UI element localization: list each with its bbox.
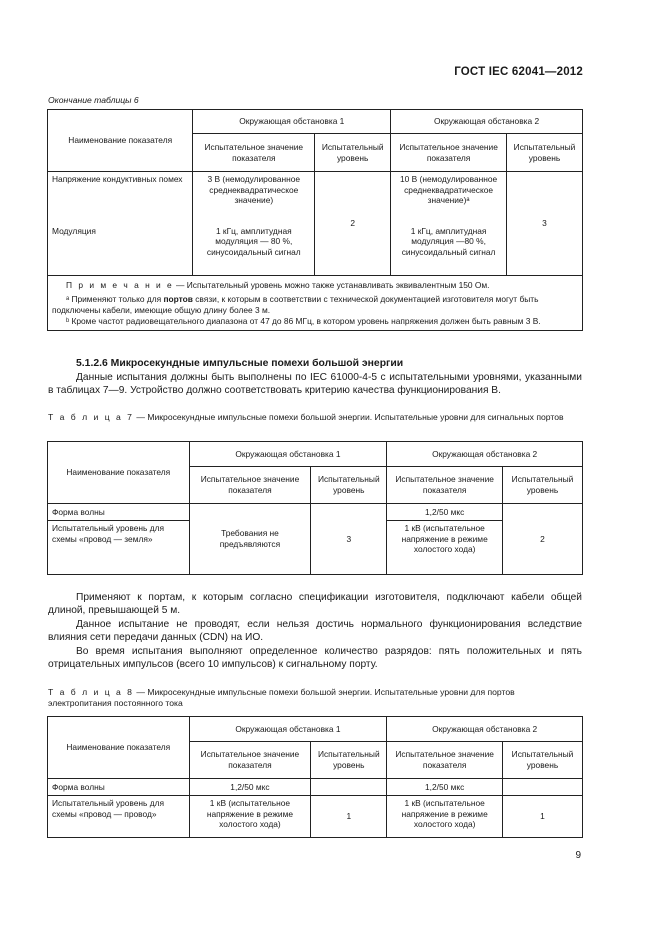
table7-row2-v2: 1 кВ (испытательное напряжение в режиме холостого хода) (387, 521, 503, 575)
table7-env1: Окружающая обстановка 1 (189, 442, 387, 467)
table6-footnote-a (52, 294, 578, 316)
section-paragraph: Данные испытания должны быть выполнены по IEC 61000-4-5 с испытательными уровнями, указанными в таблицах 7—9. Устройство должно соответствовать критерию качества функционирования В. (48, 372, 582, 396)
table8 (47, 716, 583, 838)
table8-caption (48, 687, 578, 709)
table6-row2-v1: 1 кГц, амплитудная модуляция — 80 %, синусоидальный сигнал (193, 224, 315, 276)
paragraph-2: Данное испытание не проводят, если нельзя достичь нормального функционирования вследствие влияния сети передачи данных (CDN) на ИО. (48, 619, 582, 643)
table8-env1: Окружающая обстановка 1 (189, 717, 387, 742)
section-heading: 5.1.2.6 Микросекундные импульсные помехи большой энергии (76, 358, 404, 369)
table7 (47, 441, 583, 575)
paragraph-3: Во время испытания выполняют определенное количество разрядов: пять положительных и пять отрицательных импульсов (всего 10 импульсов) к сигнальному порту. (48, 646, 582, 670)
table8-col-name: Наименование показателя (48, 717, 190, 779)
table8-row1-v1: 1,2/50 мкс (189, 779, 311, 796)
table8-caption-label: Т а б л и ц а 8 (48, 687, 134, 697)
table7-level2: 2 (503, 504, 583, 575)
table8-row2-name: Испытательный уровень для схемы «провод — провод» (48, 796, 190, 838)
table8-sub-value-1: Испытательное значение показателя (189, 742, 311, 779)
table7-row1-name: Форма волны (48, 504, 190, 521)
table6-footnote-b: ᵇ Кроме частот радиовещательного диапазона от 47 до 86 МГц, в котором уровень напряжения должен быть равным 3 В. (66, 316, 541, 326)
table6-sub-level-2: Испытательный уровень (507, 134, 583, 172)
table7-caption-label: Т а б л и ц а 7 (48, 412, 134, 422)
table6-env2: Окружающая обстановка 2 (391, 110, 583, 134)
table8-sub-value-2: Испытательное значение показателя (387, 742, 503, 779)
table8-row2-v1: 1 кВ (испытательное напряжение в режиме холостого хода) (189, 796, 311, 838)
table8-level1: 1 (311, 796, 387, 838)
table8-row2-v2: 1 кВ (испытательное напряжение в режиме холостого хода) (387, 796, 503, 838)
table7-sub-level-2: Испытательный уровень (503, 467, 583, 504)
table6-row2-name: Модуляция (48, 224, 193, 276)
table6-level2: 3 (507, 172, 583, 276)
table6-level1: 2 (315, 172, 391, 276)
table6-sub-value-1: Испытательное значение показателя (193, 134, 315, 172)
footnote-a-post: связи, к которым в соответствии с технической документацией изготовителя могут быть подключены кабели, имеющие общую длину более 3 м. (52, 294, 539, 315)
table7-env2: Окружающая обстановка 2 (387, 442, 583, 467)
table7-col-name: Наименование показателя (48, 442, 190, 504)
table6-row1-v2: 10 В (немодулированное среднеквадратическое значение)ᵃ (391, 172, 507, 224)
table6-sub-level-1: Испытательный уровень (315, 134, 391, 172)
table6-row1-v1: 3 В (немодулированное среднеквадратическое значение) (193, 172, 315, 224)
table8-row1-name: Форма волны (48, 779, 190, 796)
table7-sub-value-1: Испытательное значение показателя (189, 467, 311, 504)
table8-env2: Окружающая обстановка 2 (387, 717, 583, 742)
table8-row1-v2: 1,2/50 мкс (387, 779, 503, 796)
table8-caption-text: — Микросекундные импульсные помехи большой энергии. Испытательные уровни для портов электропитания постоянного тока (48, 687, 515, 708)
footnote-a-bold: портов (163, 294, 193, 304)
footnote-a-pre: ᵃ Применяют только для (66, 294, 164, 304)
table8-row1-empty1 (311, 779, 387, 796)
paragraph-1: Применяют к портам, к которым согласно спецификации изготовителя, подключают кабели общей длиной, превышающей 5 м. (48, 592, 582, 616)
note-text: — Испытательный уровень можно также устанавливать эквивалентным 150 Ом. (173, 280, 490, 290)
table7-sub-level-1: Испытательный уровень (311, 467, 387, 504)
table6-env1: Окружающая обстановка 1 (193, 110, 391, 134)
table7-caption (48, 412, 578, 423)
standard-header: ГОСТ IEC 62041—2012 (454, 66, 583, 78)
note-label: П р и м е ч а н и е (66, 280, 174, 290)
table8-level2: 1 (503, 796, 583, 838)
table6-row2-v2: 1 кГц, амплитудная модуляция —80 %, синусоидальный сигнал (391, 224, 507, 276)
table7-level1: 3 (311, 504, 387, 575)
page-number: 9 (575, 850, 581, 861)
table7-caption-text: — Микросекундные импульсные помехи большой энергии. Испытательные уровни для сигнальных портов (133, 412, 564, 422)
table8-sub-level-1: Испытательный уровень (311, 742, 387, 779)
table6-caption: Окончание таблицы 6 (48, 95, 139, 105)
table7-row1-v2: 1,2/50 мкс (387, 504, 503, 521)
table6 (47, 109, 583, 331)
table7-sub-value-2: Испытательное значение показателя (387, 467, 503, 504)
table6-col-name: Наименование показателя (48, 110, 193, 172)
table7-row2-name: Испытательный уровень для схемы «провод — земля» (48, 521, 190, 575)
table7-v1: Требования не предъявляются (189, 504, 311, 575)
table6-notes (48, 276, 583, 331)
table6-note (52, 280, 578, 291)
table6-sub-value-2: Испытательное значение показателя (391, 134, 507, 172)
table8-sub-level-2: Испытательный уровень (503, 742, 583, 779)
table8-row1-empty2 (503, 779, 583, 796)
table6-row1-name: Напряжение кондуктивных помех (48, 172, 193, 224)
